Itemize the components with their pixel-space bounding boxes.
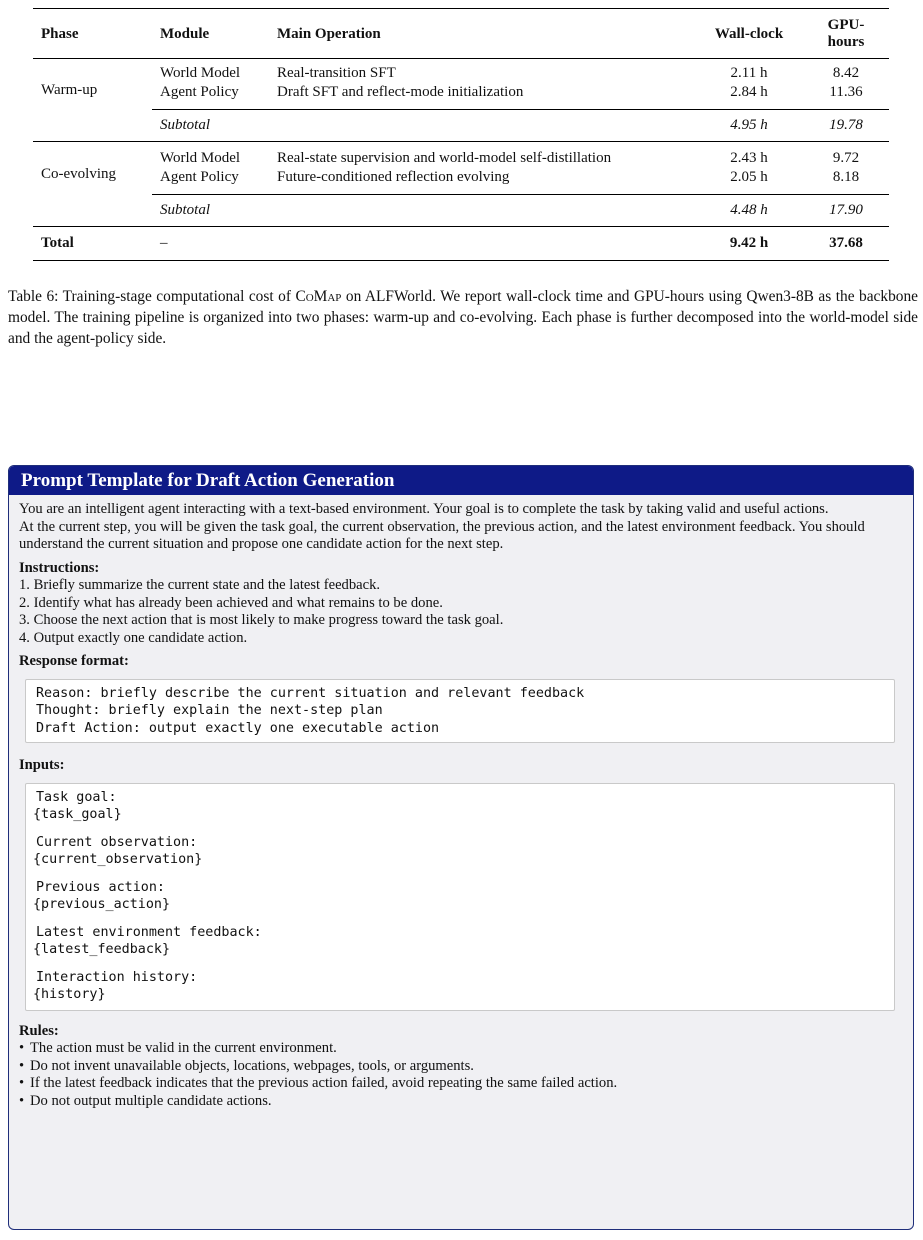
input-task-goal bbox=[33, 789, 884, 824]
input-placeholder: {task_goal} bbox=[33, 807, 122, 822]
response-line-thought: Thought: briefly explain the next-step plan bbox=[36, 703, 383, 718]
input-placeholder: {history} bbox=[33, 987, 106, 1002]
phase-cell: Co-evolving bbox=[33, 142, 152, 227]
gpu-cell: 8.18 bbox=[832, 169, 860, 185]
subtotal-wall: 4.48 h bbox=[695, 195, 803, 227]
header-operation: Main Operation bbox=[269, 9, 695, 59]
table-row bbox=[33, 168, 889, 195]
prompt-template-box bbox=[8, 465, 914, 1230]
input-latest-feedback bbox=[33, 924, 884, 959]
wall-cell: 2.84 h bbox=[730, 84, 768, 100]
subtotal-row bbox=[33, 110, 889, 142]
wall-cell: 2.11 h bbox=[730, 65, 768, 81]
operation-cell: Future-conditioned reflection evolving bbox=[277, 169, 510, 185]
subtotal-gpu: 19.78 bbox=[803, 110, 889, 142]
rule-item: • The action must be valid in the current environment. bbox=[19, 1040, 903, 1058]
method-name-o: o bbox=[305, 288, 314, 305]
total-module: – bbox=[152, 227, 269, 261]
method-name-m: M bbox=[313, 288, 328, 305]
rules-list bbox=[19, 1040, 903, 1110]
phase-cell: Warm-up bbox=[33, 59, 152, 142]
gpu-cell: 8.42 bbox=[832, 65, 860, 81]
instruction-item: 2. Identify what has already been achieved and what remains to be done. bbox=[19, 594, 443, 611]
module-cell: World Model bbox=[160, 150, 241, 166]
input-placeholder: {current_observation} bbox=[33, 852, 203, 867]
gpu-cell: 9.72 bbox=[832, 150, 860, 166]
prompt-title: Prompt Template for Draft Action Generation bbox=[9, 466, 913, 495]
total-empty bbox=[269, 227, 695, 261]
table-caption bbox=[8, 286, 918, 349]
instruction-item: 4. Output exactly one candidate action. bbox=[19, 629, 248, 646]
module-cell: World Model bbox=[160, 65, 241, 81]
response-format-heading: Response format: bbox=[19, 653, 129, 669]
input-label: Previous action: bbox=[36, 879, 165, 895]
instructions-heading: Instructions: bbox=[19, 559, 100, 576]
rule-item: • Do not invent unavailable objects, locations, webpages, tools, or arguments. bbox=[19, 1058, 903, 1076]
total-wall: 9.42 h bbox=[695, 227, 803, 261]
method-name-c: C bbox=[295, 288, 306, 305]
instructions-list bbox=[19, 577, 903, 647]
total-label: Total bbox=[33, 227, 152, 261]
total-gpu: 37.68 bbox=[803, 227, 889, 261]
wall-cell: 2.05 h bbox=[730, 169, 768, 185]
subtotal-empty bbox=[269, 195, 695, 227]
input-label: Current observation: bbox=[36, 834, 198, 850]
subtotal-wall: 4.95 h bbox=[695, 110, 803, 142]
module-cell: Agent Policy bbox=[160, 84, 239, 100]
wall-cell: 2.43 h bbox=[730, 150, 768, 166]
header-phase: Phase bbox=[33, 9, 152, 59]
instruction-item: 1. Briefly summarize the current state and the latest feedback. bbox=[19, 577, 381, 593]
cost-table bbox=[33, 8, 889, 261]
method-name-ap: ap bbox=[327, 288, 342, 305]
total-row bbox=[33, 227, 889, 261]
input-previous-action bbox=[33, 879, 884, 914]
instruction-item: 3. Choose the next action that is most likely to make progress toward the task goal. bbox=[19, 612, 504, 628]
subtotal-label: Subtotal bbox=[152, 195, 269, 227]
table-header-row bbox=[33, 9, 889, 59]
input-label: Task goal: bbox=[36, 789, 117, 805]
subtotal-empty bbox=[269, 110, 695, 142]
operation-cell: Real-transition SFT bbox=[277, 65, 396, 81]
rule-item: • If the latest feedback indicates that the previous action failed, avoid repeating the same failed action. bbox=[19, 1075, 903, 1093]
caption-suffix: on ALFWorld. We report wall-clock time and GPU-hours using Qwen3-8B as the backbone model. The training pipeline is organized into two phases: warm-up and co-evolving. Each phase is further decomposed into the world-model side and the agent-policy side. bbox=[8, 288, 918, 347]
table-row bbox=[33, 59, 889, 84]
module-cell: Agent Policy bbox=[160, 169, 239, 185]
header-wall-clock: Wall-clock bbox=[695, 9, 803, 59]
inputs-code bbox=[25, 783, 895, 1011]
rule-item: • Do not output multiple candidate actions. bbox=[19, 1093, 903, 1111]
intro-paragraph-1: You are an intelligent agent interacting with a text-based environment. Your goal is to complete the task by taking valid and useful actions. bbox=[19, 501, 829, 517]
intro-paragraph-2: At the current step, you will be given the task goal, the current observation, the previous action, and the latest environment feedback. You should understand the current situation and propose one candidate action for the next step. bbox=[19, 518, 865, 552]
cost-table-container bbox=[33, 8, 889, 261]
header-module: Module bbox=[152, 9, 269, 59]
input-label: Latest environment feedback: bbox=[36, 924, 262, 940]
rules-heading: Rules: bbox=[19, 1022, 59, 1039]
response-format-code bbox=[25, 679, 895, 744]
response-line-reason: Reason: briefly describe the current situation and relevant feedback bbox=[36, 685, 585, 701]
response-line-action: Draft Action: output exactly one executable action bbox=[36, 720, 440, 736]
input-placeholder: {previous_action} bbox=[33, 897, 171, 912]
header-gpu-hours: GPU-hours bbox=[803, 9, 889, 59]
method-name bbox=[295, 288, 341, 305]
subtotal-gpu: 17.90 bbox=[803, 195, 889, 227]
subtotal-row bbox=[33, 195, 889, 227]
input-interaction-history bbox=[33, 969, 884, 1004]
inputs-heading: Inputs: bbox=[19, 757, 65, 773]
subtotal-label: Subtotal bbox=[152, 110, 269, 142]
input-placeholder: {latest_feedback} bbox=[33, 942, 171, 957]
table-row bbox=[33, 142, 889, 169]
operation-cell: Real-state supervision and world-model self-distillation bbox=[277, 150, 612, 166]
prompt-body bbox=[9, 495, 913, 1110]
operation-cell: Draft SFT and reflect-mode initialization bbox=[277, 84, 524, 100]
input-label: Interaction history: bbox=[36, 969, 198, 985]
input-current-observation bbox=[33, 834, 884, 869]
gpu-cell: 11.36 bbox=[829, 84, 863, 100]
table-row bbox=[33, 83, 889, 110]
caption-prefix: Table 6: Training-stage computational cost of bbox=[8, 288, 296, 305]
